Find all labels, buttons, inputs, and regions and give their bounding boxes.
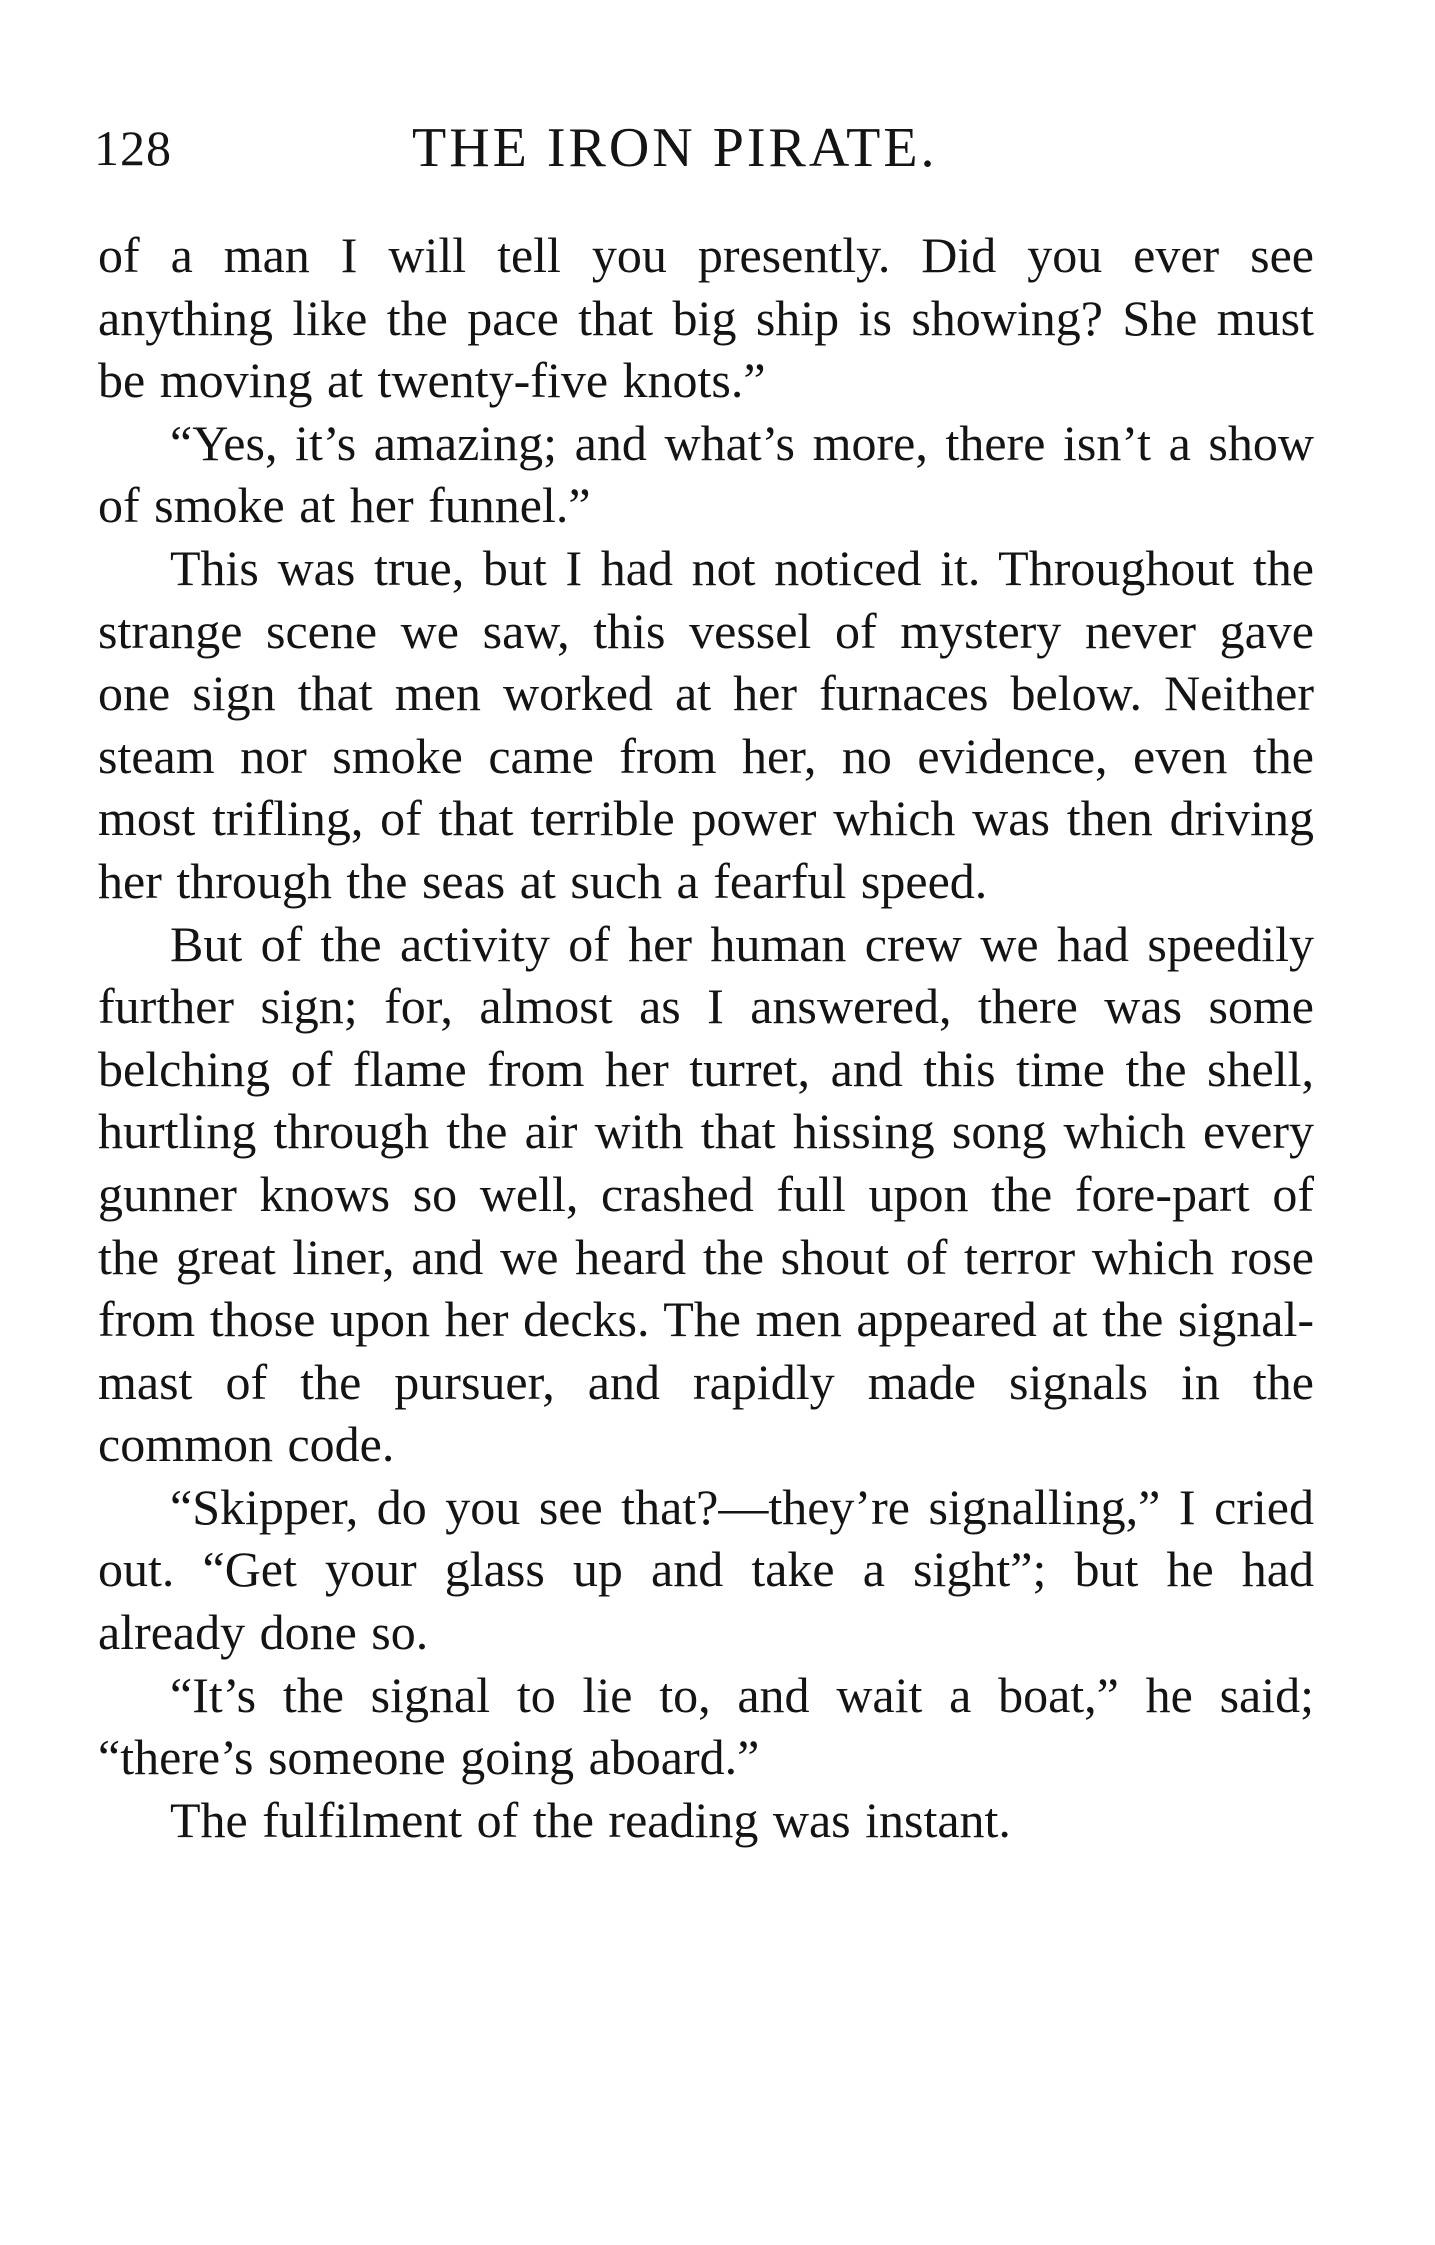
- page-number: 128: [94, 120, 172, 176]
- page-header: [94, 108, 1314, 188]
- paragraph-continued: of a man I will tell you presently. Did you ever see anything like the pace that big ship is showing? She must be moving at twenty-five knots.”: [98, 227, 1314, 409]
- paragraph: “It’s the signal to lie to, and wait a boat,” he said; “there’s someone going aboard.”: [98, 1666, 1314, 1786]
- paragraph: “Yes, it’s amazing; and what’s more, there isn’t a show of smoke at her funnel.”: [98, 414, 1314, 534]
- paragraph: But of the activity of her human crew we had speedily further sign; for, almost as I answered, there was some belching of flame from her turret, and this time the shell, hurtling through the air with that hissing song which every gunner knows so well, crashed full upon the fore-part of the great liner, and we heard the shout of terror which rose from those upon her decks. The men appeared at the signal-mast of the pursuer, and rapidly made signals in the common code.: [98, 915, 1314, 1473]
- paragraph: This was true, but I had not noticed it. Throughout the strange scene we saw, this vessel of mystery never gave one sign that men worked at her furnaces below. Neither steam nor smoke came from her, no evidence, even the most trifling, of that terrible power which was then driving her through the seas at such a fearful speed.: [98, 539, 1314, 909]
- running-title: THE IRON PIRATE.: [412, 117, 938, 179]
- paragraph-last: The fulfilment of the reading was instant.: [170, 1791, 1011, 1848]
- body-text: [98, 224, 1314, 1851]
- paragraph: “Skipper, do you see that?—they’re signalling,” I cried out. “Get your glass up and take a sight”; but he had already done so.: [98, 1478, 1314, 1661]
